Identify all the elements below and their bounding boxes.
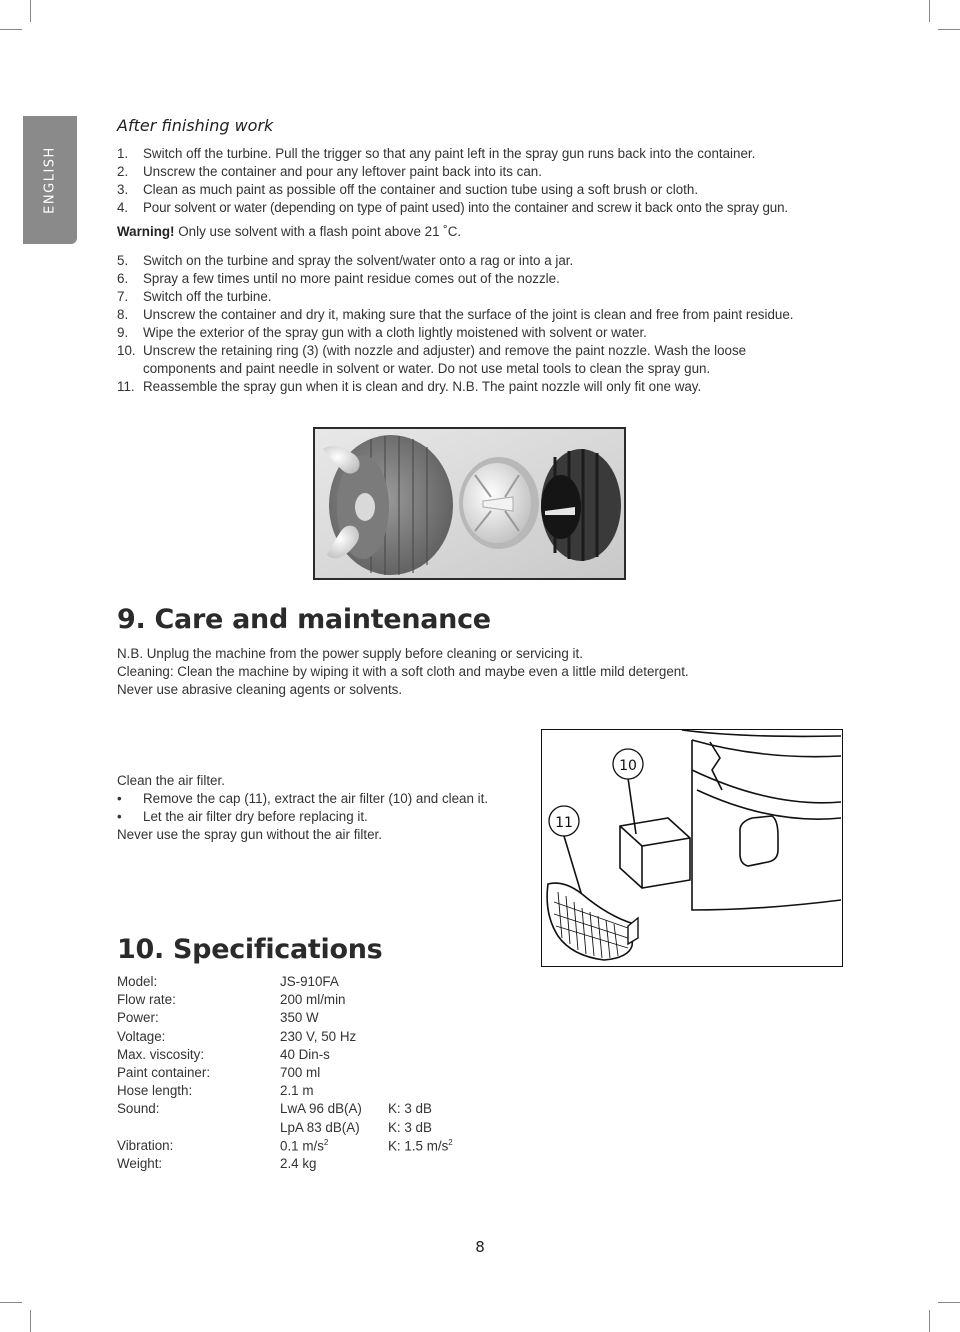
crop-mark: [929, 0, 930, 22]
list-item: 11. Reassemble the spray gun when it is clean and dry. N.B. The paint nozzle will only fit one way.: [117, 379, 702, 394]
steps-list-b: [117, 252, 817, 396]
table-row: Voltage: 230 V, 50 Hz: [117, 1028, 357, 1044]
air-filter-illustration: [542, 730, 841, 965]
nozzle-parts-photo: [313, 427, 626, 580]
warning-label: Warning!: [117, 224, 175, 239]
table-row: Power: 350 W: [117, 1010, 319, 1026]
air-filter-figure: [541, 729, 843, 967]
table-row: Max. viscosity: 40 Din-s: [117, 1046, 330, 1062]
crop-mark: [938, 1302, 960, 1303]
list-item: 10. Unscrew the retaining ring (3) (with nozzle and adjuster) and remove the paint nozzle. Wash the loose components and paint needle in solvent or water. Do not use metal tools to clean the spray gun.: [117, 343, 747, 376]
care-heading: 9. Care and maintenance: [117, 604, 491, 635]
table-row: Sound: LwA 96 dB(A) K: 3 dB: [117, 1101, 432, 1117]
table-row: Weight: 2.4 kg: [117, 1155, 317, 1171]
specifications-table: [117, 974, 453, 1174]
list-item: 9. Wipe the exterior of the spray gun with a cloth lightly moistened with solvent or water.: [117, 325, 647, 340]
table-row: Paint container: 700 ml: [117, 1064, 321, 1080]
list-item: • Remove the cap (11), extract the air filter (10) and clean it.: [117, 791, 489, 806]
care-paragraph: [117, 645, 689, 699]
table-row: LpA 83 dB(A) K: 3 dB: [280, 1119, 432, 1135]
care-line: Never use abrasive cleaning agents or solvents.: [117, 682, 403, 697]
filter-intro: Clean the air filter.: [117, 773, 225, 788]
care-line: Cleaning: Clean the machine by wiping it with a soft cloth and maybe even a little mild detergent.: [117, 664, 689, 679]
language-tab-label: ENGLISH: [42, 146, 58, 214]
air-filter-instructions: [117, 772, 488, 844]
crop-mark: [0, 29, 22, 30]
list-item: 3. Clean as much paint as possible off the container and suction tube using a soft brush or cloth.: [117, 182, 699, 197]
crop-mark: [0, 1302, 22, 1303]
crop-mark: [929, 1310, 930, 1332]
language-tab: [23, 116, 77, 244]
list-item: • Let the air filter dry before replacing it.: [117, 809, 368, 824]
table-row: Model: JS-910FA: [117, 974, 339, 989]
steps-list-a: [117, 145, 837, 217]
after-finishing-heading: After finishing work: [117, 116, 274, 135]
page-number: 8: [475, 1238, 485, 1256]
crop-mark: [938, 29, 960, 30]
callout-11: 11: [555, 815, 573, 831]
list-item: 5. Switch on the turbine and spray the solvent/water onto a rag or into a jar.: [117, 253, 574, 268]
list-item: 7. Switch off the turbine.: [117, 289, 272, 304]
crop-mark: [30, 0, 31, 22]
list-item: 4. Pour solvent or water (depending on type of paint used) into the container and screw it back onto the spray gun.: [117, 200, 788, 215]
filter-outro: Never use the spray gun without the air filter.: [117, 827, 382, 842]
table-row: Vibration: 0.1 $m/s^2$ K: 1.5 $m/s^2$: [117, 1137, 453, 1154]
specifications-heading: 10. Specifications: [117, 934, 383, 965]
callout-10: 10: [619, 758, 637, 774]
nozzle-parts-illustration: [313, 427, 626, 580]
list-item: 6. Spray a few times until no more paint residue comes out of the nozzle.: [117, 271, 560, 286]
table-row: Hose length: 2.1 m: [117, 1083, 314, 1099]
table-row: Flow rate: 200 ml/min: [117, 992, 346, 1008]
warning-text: Only use solvent with a flash point above 21 ˚C.: [174, 224, 462, 239]
crop-mark: [30, 1310, 31, 1332]
list-item: 1. Switch off the turbine. Pull the trigger so that any paint left in the spray gun runs back into the container.: [117, 146, 756, 161]
list-item: 8. Unscrew the container and dry it, making sure that the surface of the joint is clean and free from paint residue.: [117, 307, 794, 322]
list-item: 2. Unscrew the container and pour any leftover paint back into its can.: [117, 164, 542, 179]
warning-note: [117, 224, 461, 239]
care-line: N.B. Unplug the machine from the power supply before cleaning or servicing it.: [117, 646, 583, 661]
